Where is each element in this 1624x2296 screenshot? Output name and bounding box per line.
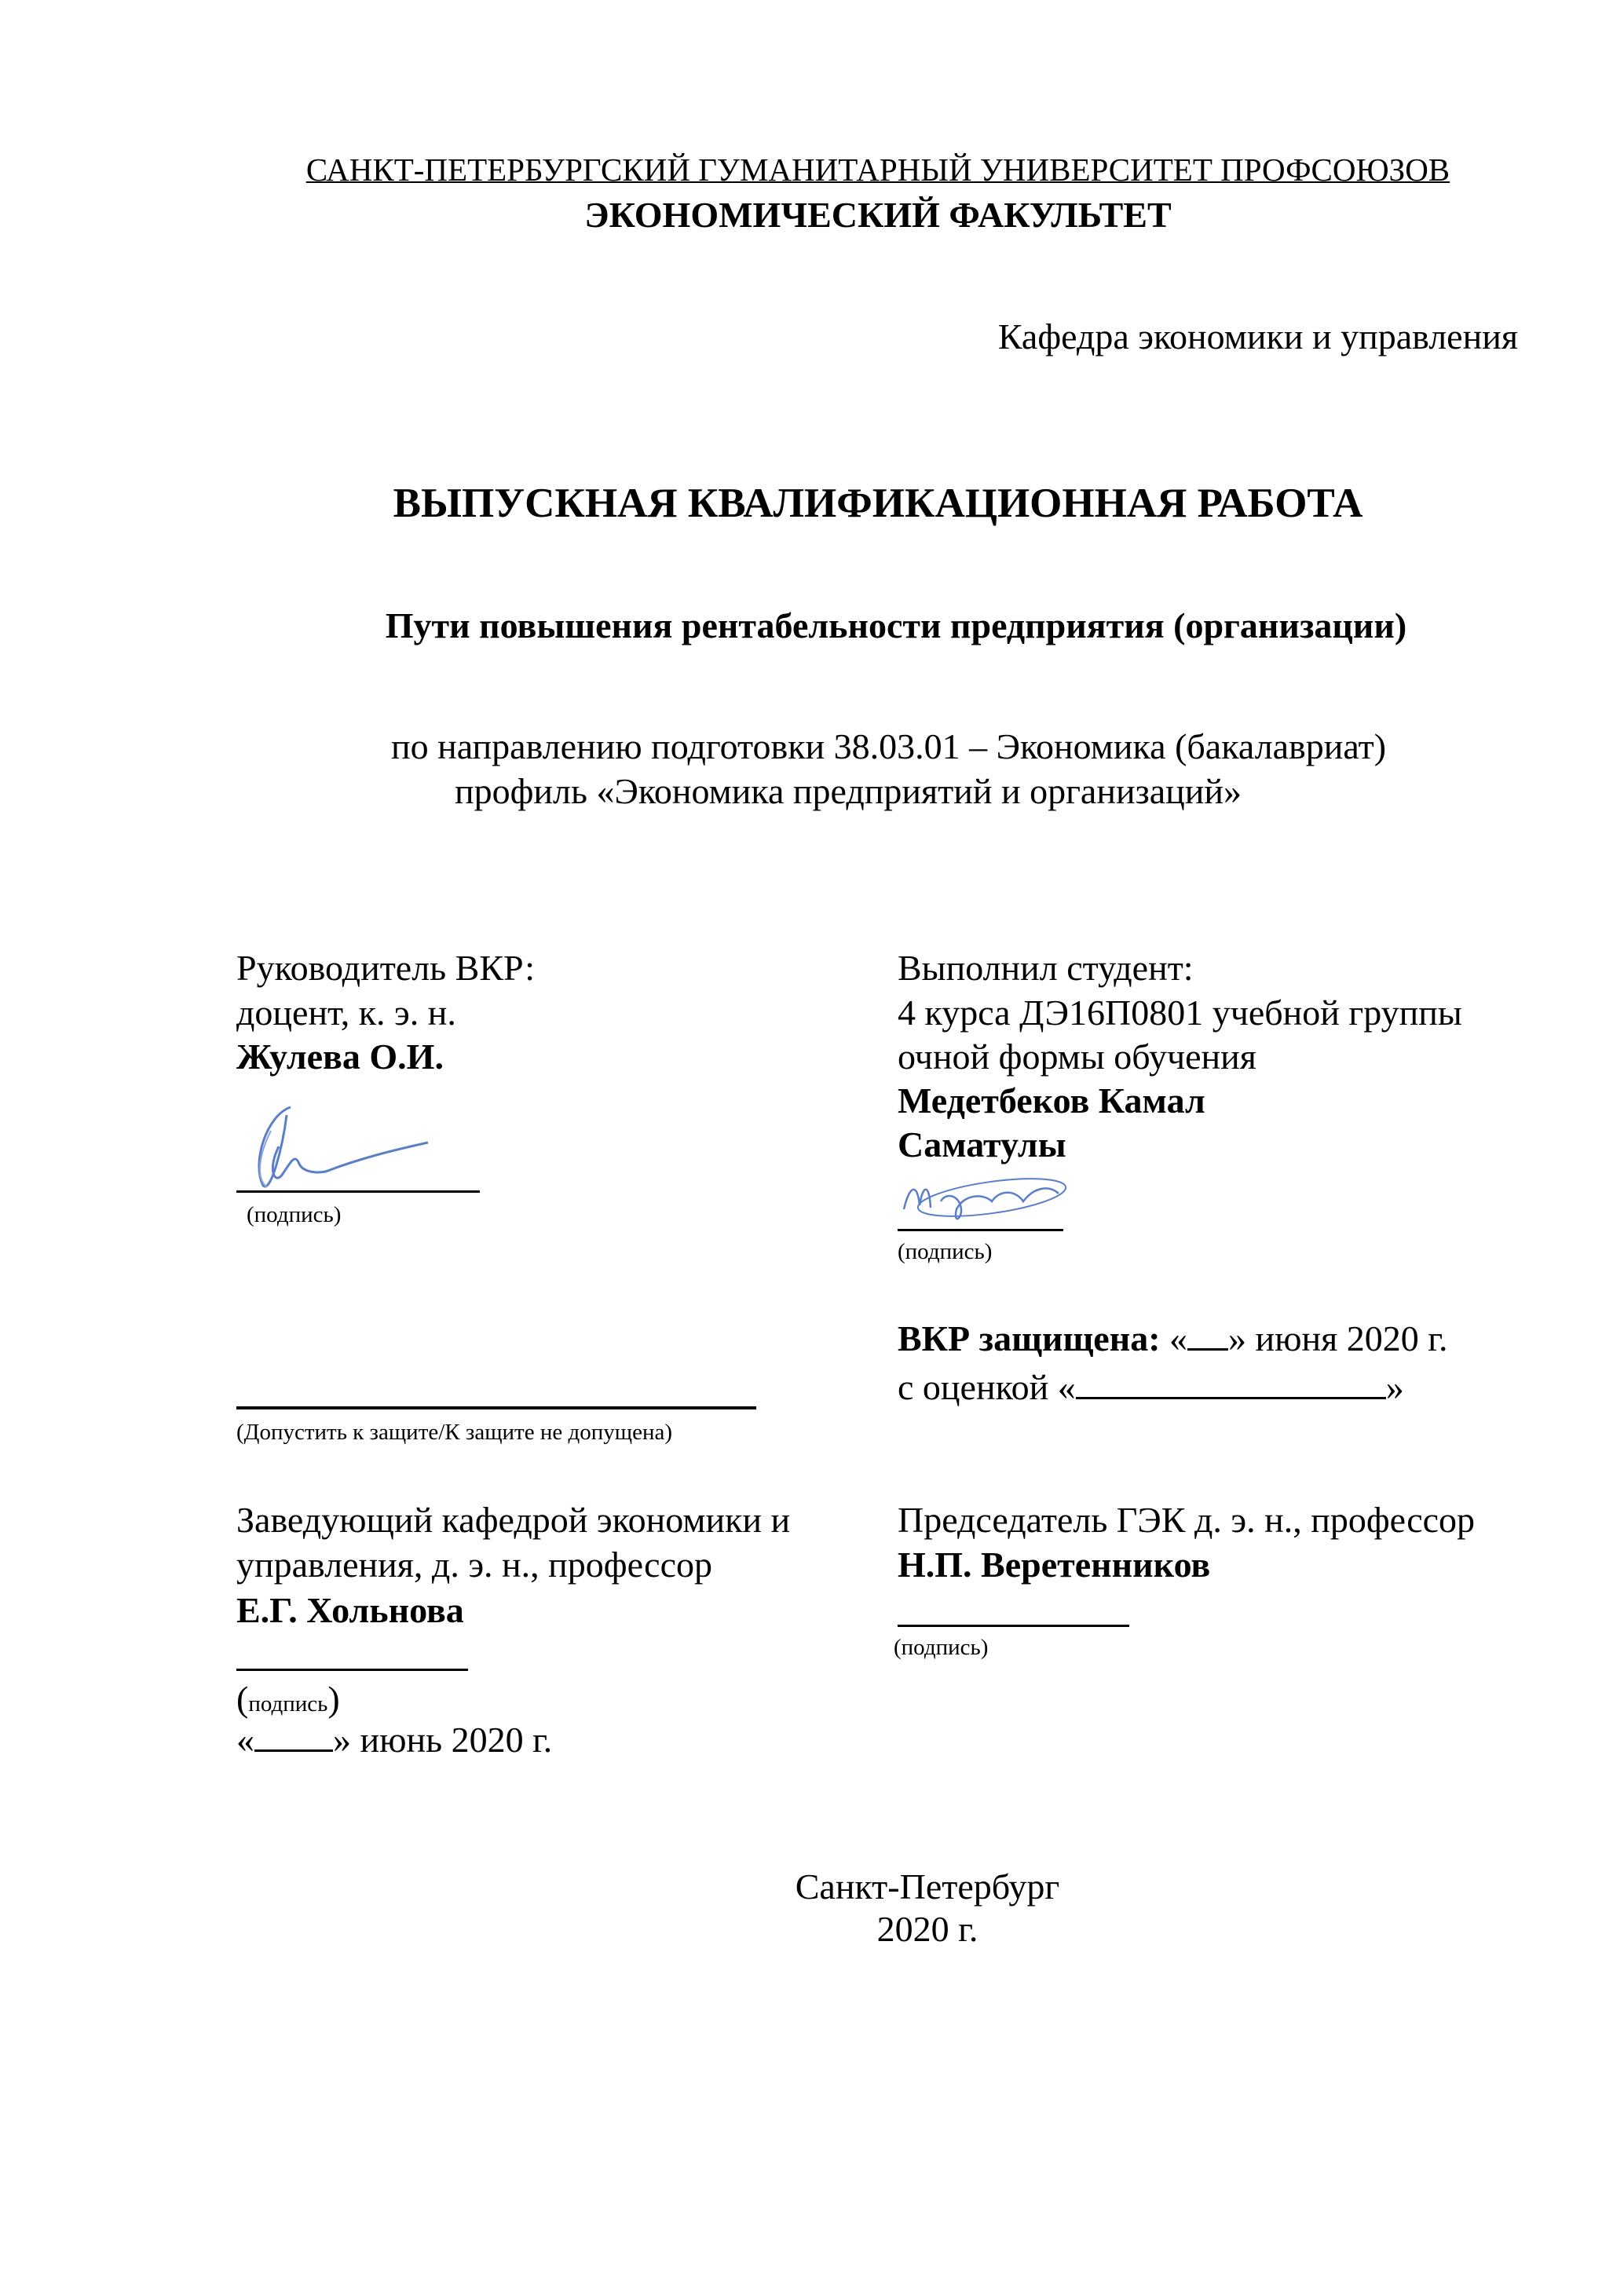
university-name: САНКТ-ПЕТЕРБУРГСКИЙ ГУМАНИТАРНЫЙ УНИВЕРСИТЕТ ПРОФСОЮЗОВ bbox=[305, 152, 1450, 188]
head-signature-caption: подпись bbox=[248, 1691, 328, 1717]
head-date-open: « bbox=[236, 1720, 254, 1760]
grade-close: » bbox=[1385, 1367, 1404, 1407]
supervisor-signature-line bbox=[236, 1190, 480, 1193]
chair-title: Председатель ГЭК д. э. н., профессор bbox=[898, 1500, 1476, 1540]
defense-date-rest: » июня 2020 г. bbox=[1228, 1318, 1448, 1358]
head-signature-line bbox=[236, 1669, 468, 1671]
supervisor-name: Жулева О.И. bbox=[236, 1036, 444, 1077]
department-name: Кафедра экономики и управления bbox=[997, 316, 1518, 356]
thesis-topic: Пути повышения рентабельности предприятия (организации) bbox=[385, 605, 1407, 645]
student-name-line1: Медетбеков Камал bbox=[898, 1080, 1205, 1121]
head-date-blank[interactable] bbox=[254, 1720, 333, 1752]
supervisor-label: Руководитель ВКР: bbox=[236, 948, 536, 988]
chair-signature-caption: (подпись) bbox=[894, 1635, 989, 1660]
footer-year: 2020 г. bbox=[876, 1909, 978, 1949]
chair-signature-line bbox=[898, 1625, 1129, 1627]
head-title-line1: Заведующий кафедрой экономики и bbox=[236, 1500, 791, 1540]
study-direction: по направлению подготовки 38.03.01 – Экономика (бакалавриат) bbox=[391, 726, 1387, 766]
admission-line bbox=[236, 1406, 756, 1409]
head-date-rest: » июнь 2020 г. bbox=[333, 1720, 553, 1760]
defense-day-blank[interactable] bbox=[1187, 1318, 1228, 1351]
faculty-name: ЭКОНОМИЧЕСКИЙ ФАКУЛЬТЕТ bbox=[584, 195, 1172, 235]
student-signature-line bbox=[898, 1229, 1063, 1231]
student-signature-icon bbox=[898, 1170, 1070, 1229]
head-name: Е.Г. Хольнова bbox=[236, 1590, 464, 1630]
grade-label: с оценкой « bbox=[898, 1367, 1076, 1407]
footer-city: Санкт-Петербург bbox=[795, 1866, 1060, 1907]
head-date-line bbox=[236, 1718, 552, 1762]
supervisor-signature-icon bbox=[236, 1099, 440, 1194]
defense-label: ВКР защищена: bbox=[898, 1318, 1161, 1358]
admission-caption: (Допустить к защите/К защите не допущена) bbox=[236, 1420, 673, 1445]
defense-date-line bbox=[898, 1317, 1447, 1361]
work-type-title: ВЫПУСКНАЯ КВАЛИФИКАЦИОННАЯ РАБОТА bbox=[393, 481, 1363, 526]
supervisor-degree: доцент, к. э. н. bbox=[236, 993, 456, 1033]
grade-blank[interactable] bbox=[1076, 1367, 1386, 1399]
paren-close: ) bbox=[327, 1679, 340, 1719]
student-name-line2: Саматулы bbox=[898, 1124, 1066, 1164]
supervisor-signature-caption: (подпись) bbox=[247, 1202, 342, 1227]
defense-open-quote: « bbox=[1169, 1318, 1188, 1358]
study-profile: профиль «Экономика предприятий и организаций» bbox=[455, 771, 1242, 811]
grade-line bbox=[898, 1366, 1404, 1409]
student-study-form: очной формы обучения bbox=[898, 1036, 1256, 1077]
student-group: 4 курса ДЭ16П0801 учебной группы bbox=[898, 993, 1462, 1033]
chair-name: Н.П. Веретенников bbox=[898, 1545, 1211, 1585]
head-title-line2: управления, д. э. н., профессор bbox=[236, 1545, 712, 1585]
student-label: Выполнил студент: bbox=[898, 948, 1194, 988]
student-signature-caption: (подпись) bbox=[898, 1239, 993, 1264]
paren-open: ( bbox=[236, 1679, 249, 1719]
